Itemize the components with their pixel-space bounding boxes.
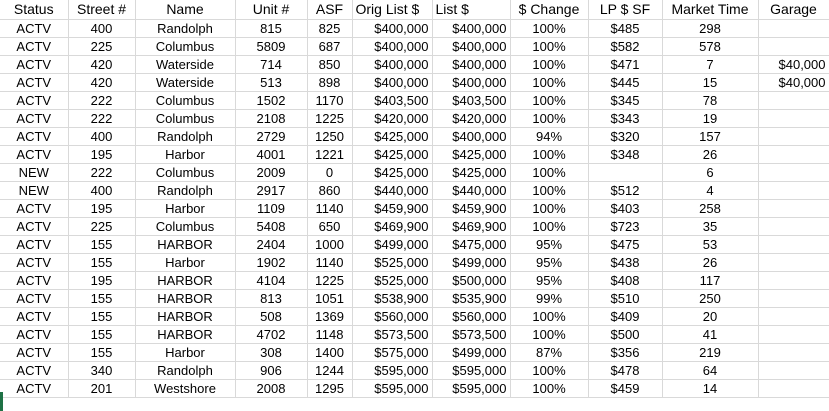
table-row [0,218,829,236]
cell-unit[interactable]: 2404 [235,236,307,254]
cell-lpsf[interactable]: $510 [588,290,662,308]
cell-status[interactable]: ACTV [0,128,68,146]
cell-street[interactable]: 195 [68,272,135,290]
cell-garage[interactable]: $40,000 [758,56,829,74]
cell-mtime[interactable]: 53 [662,236,758,254]
cell-asf[interactable]: 1295 [307,380,352,398]
cell-name[interactable]: Waterside [135,74,235,92]
cell-change[interactable]: 100% [510,74,588,92]
cell-street[interactable]: 195 [68,146,135,164]
table-row [0,38,829,56]
column-header-change[interactable]: $ Change [510,0,588,20]
cell-change[interactable]: 100% [510,218,588,236]
cell-street[interactable]: 400 [68,182,135,200]
cell-street[interactable]: 155 [68,254,135,272]
cell-asf[interactable]: 1244 [307,362,352,380]
cell-mtime[interactable]: 250 [662,290,758,308]
cell-unit[interactable]: 5809 [235,38,307,56]
cell-unit[interactable]: 813 [235,290,307,308]
table-row [0,362,829,380]
table-row [0,380,829,398]
cell-status[interactable]: ACTV [0,326,68,344]
cell-list[interactable]: $560,000 [432,308,510,326]
cell-orig[interactable]: $403,500 [352,92,432,110]
cell-lpsf[interactable]: $438 [588,254,662,272]
cell-change[interactable]: 95% [510,236,588,254]
cell-orig[interactable]: $499,000 [352,236,432,254]
cell-lpsf[interactable]: $409 [588,308,662,326]
cell-garage[interactable] [758,200,829,218]
cell-status[interactable]: ACTV [0,362,68,380]
cell-mtime[interactable]: 78 [662,92,758,110]
table-row [0,200,829,218]
cell-orig[interactable]: $440,000 [352,182,432,200]
cell-name[interactable]: Westshore [135,380,235,398]
cell-list[interactable]: $500,000 [432,272,510,290]
cell-garage[interactable] [758,254,829,272]
cell-asf[interactable]: 898 [307,74,352,92]
cell-unit[interactable]: 4001 [235,146,307,164]
row-selection-marker [0,392,3,411]
cell-name[interactable]: Harbor [135,344,235,362]
column-header-mtime[interactable]: Market Time [662,0,758,20]
cell-street[interactable]: 155 [68,326,135,344]
cell-asf[interactable]: 650 [307,218,352,236]
cell-asf[interactable]: 1250 [307,128,352,146]
cell-garage[interactable] [758,236,829,254]
cell-orig[interactable]: $425,000 [352,146,432,164]
table-row [0,20,829,38]
cell-mtime[interactable]: 117 [662,272,758,290]
column-header-asf[interactable]: ASF [307,0,352,20]
cell-asf[interactable]: 687 [307,38,352,56]
cell-status[interactable]: ACTV [0,308,68,326]
cell-mtime[interactable]: 64 [662,362,758,380]
table-row [0,74,829,92]
cell-list[interactable]: $535,900 [432,290,510,308]
cell-mtime[interactable]: 26 [662,146,758,164]
cell-unit[interactable]: 2008 [235,380,307,398]
cell-orig[interactable]: $400,000 [352,20,432,38]
table-row [0,92,829,110]
cell-status[interactable]: ACTV [0,272,68,290]
cell-list[interactable]: $400,000 [432,20,510,38]
cell-list[interactable]: $469,900 [432,218,510,236]
cell-change[interactable]: 100% [510,146,588,164]
cell-list[interactable]: $440,000 [432,182,510,200]
cell-asf[interactable]: 1400 [307,344,352,362]
cell-street[interactable]: 155 [68,308,135,326]
table-row [0,56,829,74]
cell-mtime[interactable]: 26 [662,254,758,272]
cell-status[interactable]: NEW [0,182,68,200]
cell-name[interactable]: Columbus [135,164,235,182]
cell-mtime[interactable]: 15 [662,74,758,92]
table-row [0,110,829,128]
cell-change[interactable]: 100% [510,92,588,110]
cell-asf[interactable]: 1221 [307,146,352,164]
cell-street[interactable]: 222 [68,164,135,182]
cell-status[interactable]: ACTV [0,110,68,128]
cell-garage[interactable] [758,146,829,164]
cell-street[interactable]: 420 [68,74,135,92]
cell-list[interactable]: $573,500 [432,326,510,344]
column-header-unit[interactable]: Unit # [235,0,307,20]
cell-name[interactable]: HARBOR [135,326,235,344]
cell-change[interactable]: 94% [510,128,588,146]
cell-change[interactable]: 100% [510,326,588,344]
cell-list[interactable]: $459,900 [432,200,510,218]
cell-lpsf[interactable]: $445 [588,74,662,92]
cell-garage[interactable] [758,308,829,326]
cell-lpsf[interactable]: $475 [588,236,662,254]
cell-list[interactable]: $595,000 [432,362,510,380]
cell-change[interactable]: 100% [510,56,588,74]
cell-list[interactable]: $475,000 [432,236,510,254]
cell-street[interactable]: 155 [68,236,135,254]
cell-garage[interactable] [758,218,829,236]
cell-unit[interactable]: 4702 [235,326,307,344]
cell-status[interactable]: ACTV [0,200,68,218]
cell-mtime[interactable]: 35 [662,218,758,236]
cell-name[interactable]: Randolph [135,362,235,380]
cell-asf[interactable]: 1148 [307,326,352,344]
cell-change[interactable]: 100% [510,200,588,218]
column-header-list[interactable]: List $ [432,0,510,20]
cell-asf[interactable]: 850 [307,56,352,74]
cell-garage[interactable] [758,92,829,110]
cell-asf[interactable]: 860 [307,182,352,200]
cell-change[interactable]: 87% [510,344,588,362]
cell-name[interactable]: HARBOR [135,272,235,290]
cell-garage[interactable] [758,362,829,380]
cell-garage[interactable] [758,110,829,128]
cell-asf[interactable]: 1170 [307,92,352,110]
table-row [0,254,829,272]
cell-lpsf[interactable]: $356 [588,344,662,362]
cell-orig[interactable]: $400,000 [352,56,432,74]
table-row [0,326,829,344]
cell-name[interactable]: HARBOR [135,290,235,308]
column-header-status[interactable]: Status [0,0,68,20]
cell-status[interactable]: ACTV [0,38,68,56]
cell-garage[interactable] [758,164,829,182]
cell-status[interactable]: ACTV [0,344,68,362]
table-row [0,236,829,254]
cell-lpsf[interactable]: $582 [588,38,662,56]
cell-asf[interactable]: 1225 [307,110,352,128]
cell-mtime[interactable]: 6 [662,164,758,182]
table-row [0,182,829,200]
cell-change[interactable]: 95% [510,254,588,272]
cell-status[interactable]: ACTV [0,92,68,110]
cell-lpsf[interactable]: $723 [588,218,662,236]
cell-status[interactable]: ACTV [0,380,68,398]
cell-name[interactable]: Waterside [135,56,235,74]
table-row [0,344,829,362]
cell-street[interactable]: 201 [68,380,135,398]
cell-unit[interactable]: 308 [235,344,307,362]
cell-change[interactable]: 99% [510,290,588,308]
cell-orig[interactable]: $459,900 [352,200,432,218]
cell-mtime[interactable]: 14 [662,380,758,398]
cell-status[interactable]: ACTV [0,74,68,92]
cell-unit[interactable]: 2108 [235,110,307,128]
cell-unit[interactable]: 1502 [235,92,307,110]
cell-street[interactable]: 225 [68,218,135,236]
cell-status[interactable]: ACTV [0,254,68,272]
cell-status[interactable]: ACTV [0,146,68,164]
cell-list[interactable]: $400,000 [432,38,510,56]
cell-change[interactable]: 100% [510,38,588,56]
cell-lpsf[interactable]: $345 [588,92,662,110]
table-row [0,290,829,308]
cell-lpsf[interactable]: $320 [588,128,662,146]
table-row [0,272,829,290]
cell-name[interactable]: Columbus [135,110,235,128]
cell-asf[interactable]: 0 [307,164,352,182]
cell-lpsf[interactable] [588,164,662,182]
cell-asf[interactable]: 1369 [307,308,352,326]
cell-lpsf[interactable]: $471 [588,56,662,74]
cell-unit[interactable]: 4104 [235,272,307,290]
cell-unit[interactable]: 815 [235,20,307,38]
cell-orig[interactable]: $595,000 [352,380,432,398]
cell-list[interactable]: $499,000 [432,344,510,362]
cell-street[interactable]: 155 [68,344,135,362]
cell-orig[interactable]: $560,000 [352,308,432,326]
cell-list[interactable]: $400,000 [432,74,510,92]
cell-mtime[interactable]: 20 [662,308,758,326]
cell-mtime[interactable]: 41 [662,326,758,344]
cell-street[interactable]: 222 [68,92,135,110]
cell-unit[interactable]: 2917 [235,182,307,200]
cell-list[interactable]: $403,500 [432,92,510,110]
cell-unit[interactable]: 1902 [235,254,307,272]
table-row [0,164,829,182]
cell-orig[interactable]: $400,000 [352,74,432,92]
cell-mtime[interactable]: 157 [662,128,758,146]
cell-change[interactable]: 100% [510,110,588,128]
cell-asf[interactable]: 1140 [307,254,352,272]
cell-mtime[interactable]: 298 [662,20,758,38]
cell-garage[interactable] [758,344,829,362]
cell-unit[interactable]: 2009 [235,164,307,182]
cell-lpsf[interactable]: $343 [588,110,662,128]
cell-list[interactable]: $499,000 [432,254,510,272]
cell-name[interactable]: HARBOR [135,308,235,326]
cell-lpsf[interactable]: $408 [588,272,662,290]
cell-lpsf[interactable]: $459 [588,380,662,398]
cell-garage[interactable] [758,272,829,290]
cell-list[interactable]: $425,000 [432,164,510,182]
cell-mtime[interactable]: 7 [662,56,758,74]
cell-change[interactable]: 100% [510,362,588,380]
cell-orig[interactable]: $425,000 [352,164,432,182]
cell-status[interactable]: ACTV [0,290,68,308]
cell-asf[interactable]: 825 [307,20,352,38]
cell-street[interactable]: 420 [68,56,135,74]
cell-unit[interactable]: 1109 [235,200,307,218]
cell-garage[interactable]: $40,000 [758,74,829,92]
table-row [0,308,829,326]
cell-street[interactable]: 340 [68,362,135,380]
cell-lpsf[interactable]: $500 [588,326,662,344]
cell-orig[interactable]: $525,000 [352,272,432,290]
cell-street[interactable]: 222 [68,110,135,128]
cell-orig[interactable]: $573,500 [352,326,432,344]
cell-name[interactable]: Harbor [135,200,235,218]
cell-street[interactable]: 225 [68,38,135,56]
cell-orig[interactable]: $400,000 [352,38,432,56]
cell-status[interactable]: ACTV [0,236,68,254]
cell-orig[interactable]: $575,000 [352,344,432,362]
cell-list[interactable]: $425,000 [432,146,510,164]
cell-mtime[interactable]: 258 [662,200,758,218]
cell-unit[interactable]: 2729 [235,128,307,146]
cell-lpsf[interactable]: $512 [588,182,662,200]
cell-garage[interactable] [758,128,829,146]
cell-change[interactable]: 100% [510,182,588,200]
cell-street[interactable]: 400 [68,128,135,146]
cell-lpsf[interactable]: $485 [588,20,662,38]
cell-orig[interactable]: $425,000 [352,128,432,146]
cell-lpsf[interactable]: $478 [588,362,662,380]
cell-change[interactable]: 95% [510,272,588,290]
table-row [0,128,829,146]
cell-asf[interactable]: 1051 [307,290,352,308]
cell-lpsf[interactable]: $348 [588,146,662,164]
header-row [0,0,829,20]
cell-name[interactable]: Harbor [135,254,235,272]
cell-orig[interactable]: $420,000 [352,110,432,128]
column-header-orig[interactable]: Orig List $ [352,0,432,20]
cell-unit[interactable]: 906 [235,362,307,380]
cell-mtime[interactable]: 578 [662,38,758,56]
cell-change[interactable]: 100% [510,380,588,398]
cell-street[interactable]: 400 [68,20,135,38]
cell-mtime[interactable]: 4 [662,182,758,200]
column-header-name[interactable]: Name [135,0,235,20]
cell-list[interactable]: $400,000 [432,128,510,146]
cell-mtime[interactable]: 19 [662,110,758,128]
cell-name[interactable]: Harbor [135,146,235,164]
cell-unit[interactable]: 5408 [235,218,307,236]
cell-change[interactable]: 100% [510,164,588,182]
cell-garage[interactable] [758,290,829,308]
cell-orig[interactable]: $469,900 [352,218,432,236]
cell-change[interactable]: 100% [510,20,588,38]
cell-garage[interactable] [758,182,829,200]
cell-garage[interactable] [758,380,829,398]
cell-asf[interactable]: 1140 [307,200,352,218]
cell-orig[interactable]: $525,000 [352,254,432,272]
cell-unit[interactable]: 513 [235,74,307,92]
cell-name[interactable]: Columbus [135,92,235,110]
cell-street[interactable]: 195 [68,200,135,218]
cell-unit[interactable]: 714 [235,56,307,74]
cell-asf[interactable]: 1225 [307,272,352,290]
cell-garage[interactable] [758,20,829,38]
cell-status[interactable]: ACTV [0,20,68,38]
cell-name[interactable]: Columbus [135,218,235,236]
cell-unit[interactable]: 508 [235,308,307,326]
cell-name[interactable]: Randolph [135,182,235,200]
cell-orig[interactable]: $538,900 [352,290,432,308]
cell-status[interactable]: NEW [0,164,68,182]
cell-street[interactable]: 155 [68,290,135,308]
cell-status[interactable]: ACTV [0,56,68,74]
cell-name[interactable]: Randolph [135,128,235,146]
cell-list[interactable]: $420,000 [432,110,510,128]
cell-status[interactable]: ACTV [0,218,68,236]
column-header-garage[interactable]: Garage [758,0,829,20]
cell-orig[interactable]: $595,000 [352,362,432,380]
column-header-lpsf[interactable]: LP $ SF [588,0,662,20]
cell-name[interactable]: Randolph [135,20,235,38]
table-row [0,146,829,164]
cell-garage[interactable] [758,326,829,344]
column-header-street[interactable]: Street # [68,0,135,20]
cell-name[interactable]: Columbus [135,38,235,56]
cell-lpsf[interactable]: $403 [588,200,662,218]
cell-mtime[interactable]: 219 [662,344,758,362]
cell-name[interactable]: HARBOR [135,236,235,254]
cell-list[interactable]: $400,000 [432,56,510,74]
cell-asf[interactable]: 1000 [307,236,352,254]
cell-change[interactable]: 100% [510,308,588,326]
cell-list[interactable]: $595,000 [432,380,510,398]
cell-garage[interactable] [758,38,829,56]
